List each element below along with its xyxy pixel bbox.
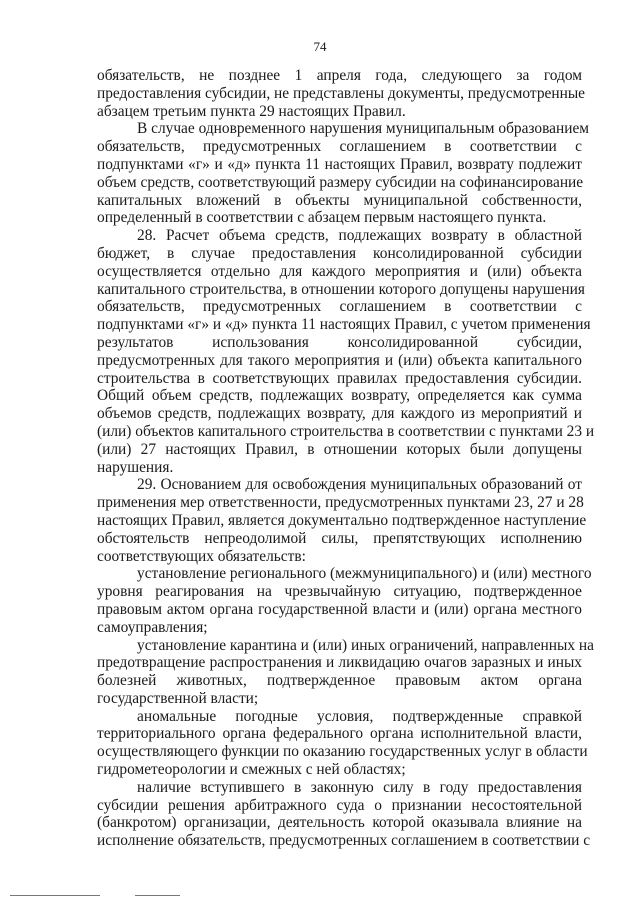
- paragraph-quarantine: [97, 636, 594, 708]
- paragraph-item-28: [97, 227, 595, 476]
- paragraph-weather: [97, 707, 588, 779]
- text-line: объем средств, соответствующий размеру субсидии на софинансирование: [97, 173, 584, 191]
- text-line: обязательств, не позднее 1 апреля года, следующего за годом: [97, 67, 582, 84]
- text-line: уровня реагирования на чрезвычайную ситуацию, подтвержденное: [97, 583, 582, 601]
- text-line: (банкротом) организации, деятельность которой оказывала влияние на: [97, 814, 582, 832]
- text-line: (или) 27 настоящих Правил, в отношении которых были допущены: [97, 440, 582, 458]
- page-number: 74: [313, 39, 327, 54]
- scan-edge-mark: [10, 895, 100, 896]
- text-line: самоуправления;: [97, 618, 208, 636]
- text-line: наличие вступившего в законную силу в году предоставления: [137, 778, 582, 796]
- text-line: установление регионального (межмуниципального) и (или) местного: [137, 565, 592, 583]
- text-line: болезней животных, подтвержденное правовым актом органа: [97, 672, 582, 690]
- text-line: государственной власти;: [97, 689, 259, 707]
- text-line: подпунктами «г» и «д» пункта 11 настоящих Правил, с учетом применения: [97, 316, 591, 334]
- text-line: соответствующих обязательств:: [97, 547, 306, 565]
- text-line: субсидии решения арбитражного суда о признании несостоятельной: [97, 796, 582, 814]
- paragraph-bankruptcy: [97, 778, 591, 850]
- text-line: правовым актом органа государственной власти и (или) органа местного: [97, 600, 582, 618]
- paragraph-item-29: [97, 476, 587, 565]
- text-line: предотвращение распространения и ликвидацию очагов заразных и иных: [97, 654, 582, 672]
- text-line: В случае одновременного нарушения муниципальным образованием: [137, 120, 590, 138]
- text-line: определенный в соответствии с абзацем первым настоящего пункта.: [97, 209, 547, 227]
- text-line: территориального органа федерального органа исполнительной власти,: [97, 725, 582, 743]
- text-line: настоящих Правил, является документально подтвержденное наступление: [97, 511, 587, 529]
- text-line: абзацем третьим пункта 29 настоящих Правил.: [97, 102, 406, 120]
- text-line: гидрометеорологии и смежных с ней областях;: [97, 761, 406, 779]
- paragraph-emergency-level: [97, 565, 592, 636]
- text-line: капитального строительства, в отношении которого допущены нарушения: [97, 280, 585, 298]
- text-line: (или) объектов капитального строительства в соответствии с пунктами 23 и: [97, 422, 595, 440]
- text-line: капитальных вложений в объекты муниципальной собственности,: [97, 191, 582, 209]
- text-line: обязательств, предусмотренных соглашением в соответствии с: [97, 138, 582, 156]
- text-line: нарушения.: [97, 458, 174, 476]
- scan-edge-mark: [135, 895, 180, 896]
- text-line: установление карантина и (или) иных ограничений, направленных на: [137, 636, 594, 654]
- text-line: исполнение обязательств, предусмотренных соглашением в соответствии с: [97, 832, 591, 850]
- text-line: применения мер ответственности, предусмотренных пунктами 23, 27 и 28: [97, 494, 584, 512]
- text-line: предусмотренных для такого мероприятия и (или) объекта капитального: [97, 351, 582, 369]
- text-line: Общий объем средств, подлежащих возврату, определяется как сумма: [97, 387, 582, 405]
- text-line: 28. Расчет объема средств, подлежащих возврату в областной: [137, 227, 582, 245]
- paragraph-continuation: [97, 67, 585, 120]
- text-line: обстоятельств непреодолимой силы, препятствующих исполнению: [97, 529, 582, 547]
- text-line: осуществляется отдельно для каждого мероприятия и (или) объекта: [97, 262, 582, 280]
- text-line: предоставления субсидии, не представлены документы, предусмотренные: [97, 84, 585, 102]
- document-body: [97, 67, 595, 850]
- text-line: 29. Основанием для освобождения муниципальных образований от: [137, 476, 582, 494]
- text-line: подпунктами «г» и «д» пункта 11 настоящих Правил, возврату подлежит: [97, 155, 582, 173]
- text-line: аномальные погодные условия, подтвержденные справкой: [137, 707, 582, 725]
- text-line: обязательств, предусмотренных соглашением в соответствии с: [97, 298, 582, 316]
- text-line: бюджет, в случае предоставления консолидированной субсидии: [97, 244, 582, 262]
- text-line: строительства в соответствующих правилах предоставления субсидии.: [97, 369, 582, 387]
- text-line: осуществляющего функции по оказанию государственных услуг в области: [97, 743, 588, 761]
- text-line: результатов использования консолидированной субсидии,: [97, 333, 582, 351]
- text-line: объемов средств, подлежащих возврату, для каждого из мероприятий и: [97, 405, 582, 423]
- paragraph-simultaneous-violation: [97, 120, 590, 227]
